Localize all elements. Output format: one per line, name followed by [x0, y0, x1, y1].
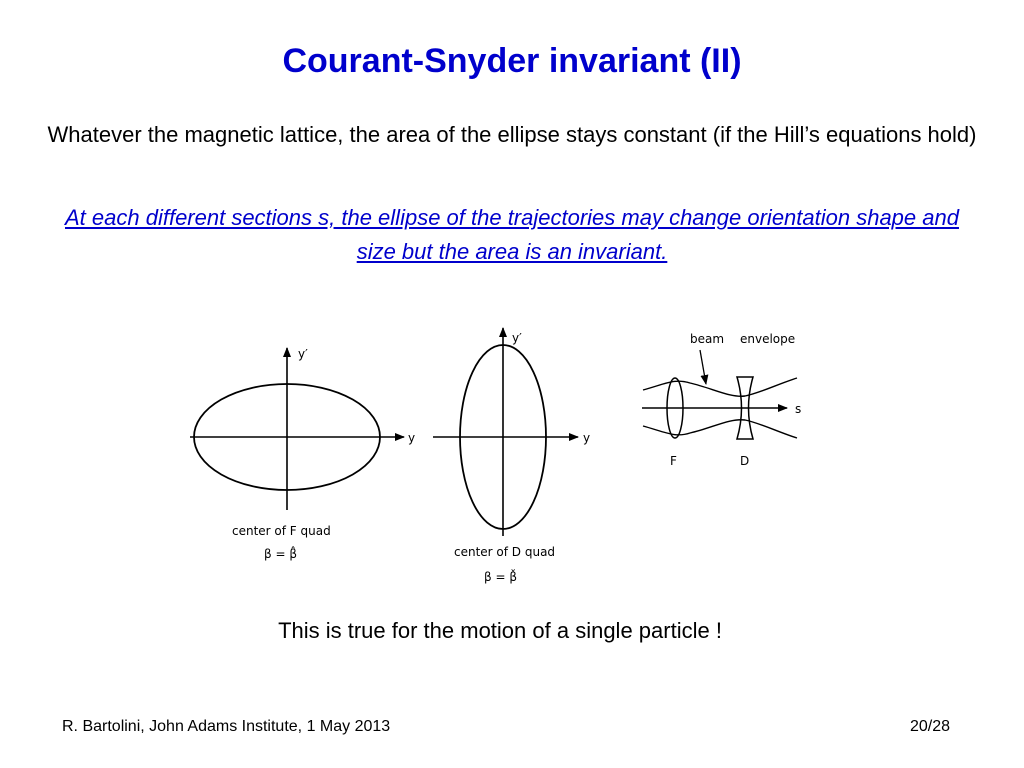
yprime-axis-label: y′ — [298, 347, 308, 361]
horizontal-ellipse-diagram — [190, 347, 415, 561]
beta-check-caption: β = β̌ — [484, 570, 517, 584]
vertical-ellipse-diagram — [433, 328, 590, 584]
yprime-axis-label: y′ — [512, 331, 522, 345]
envelope-pointer-arrow — [700, 350, 706, 384]
beam-envelope-diagram — [642, 332, 801, 468]
beta-hat-caption: β = β̂ — [264, 547, 297, 561]
conclusion-text: This is true for the motion of a single particle ! — [278, 618, 722, 643]
lower-envelope — [643, 420, 797, 438]
emphasis-text: At each different sections s, the ellipse of the trajectories may change orientation shape and size but the area is an invariant. — [65, 205, 959, 264]
f-lens-label: F — [670, 454, 677, 468]
d-quad-caption: center of D quad — [454, 545, 556, 559]
statement-text: Whatever the magnetic lattice, the area of the ellipse stays constant (if the Hill’s equations hold) — [47, 122, 977, 147]
d-lens-label: D — [740, 454, 750, 468]
page-number: 20/28 — [910, 718, 951, 735]
f-quad-caption: center of F quad — [232, 524, 331, 538]
footer-credit: R. Bartolini, John Adams Institute, 1 May 2013 — [62, 718, 391, 735]
y-axis-label: y — [583, 431, 591, 445]
s-axis-label: s — [795, 402, 802, 416]
slide-title: Courant-Snyder invariant (II) — [282, 42, 742, 80]
beam-label: beam — [690, 332, 725, 346]
upper-envelope — [643, 378, 797, 396]
envelope-label: envelope — [740, 332, 796, 346]
y-axis-label: y — [408, 431, 416, 445]
